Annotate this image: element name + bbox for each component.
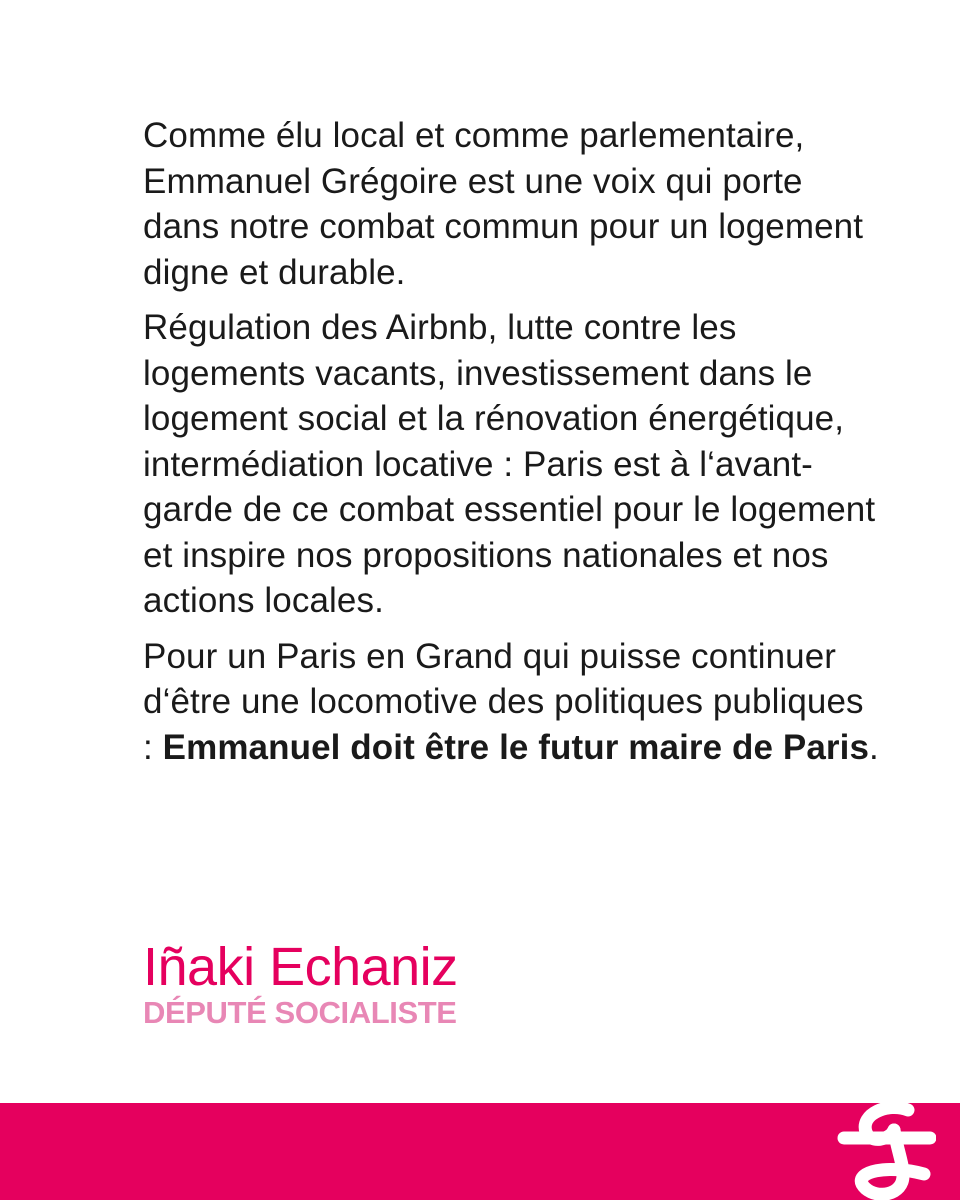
quote-paragraph-2: Régulation des Airbnb, lutte contre les logements vacants, investissement dans le logement social et la rénovation énergétique, intermédiation locative : Paris est à l‘avant-garde de ce combat essentiel pour le logement et inspire nos propositions nationales et nos actions locales. <box>143 308 876 620</box>
footer-band <box>0 1103 960 1200</box>
stylized-g-logo-icon <box>836 1098 936 1200</box>
author-name: Iñaki Echaniz <box>143 937 458 997</box>
quote-highlight: Emmanuel doit être le futur maire de Paris <box>162 727 870 767</box>
quote-paragraph-1: Comme élu local et comme parlementaire, Emmanuel Grégoire est une voix qui porte dans notre combat commun pour un logement digne et durable. <box>143 116 864 292</box>
signature <box>143 938 458 1032</box>
quote-paragraph-3 <box>143 634 883 771</box>
author-title: DÉPUTÉ SOCIALISTE <box>143 995 457 1030</box>
quote-block <box>143 113 883 780</box>
quote-paragraph-3-end: . <box>869 727 879 767</box>
quote-paragraph-3-lead: Pour un Paris en Grand qui puisse continuer d‘être une locomotive des politiques publiques : <box>143 636 864 767</box>
